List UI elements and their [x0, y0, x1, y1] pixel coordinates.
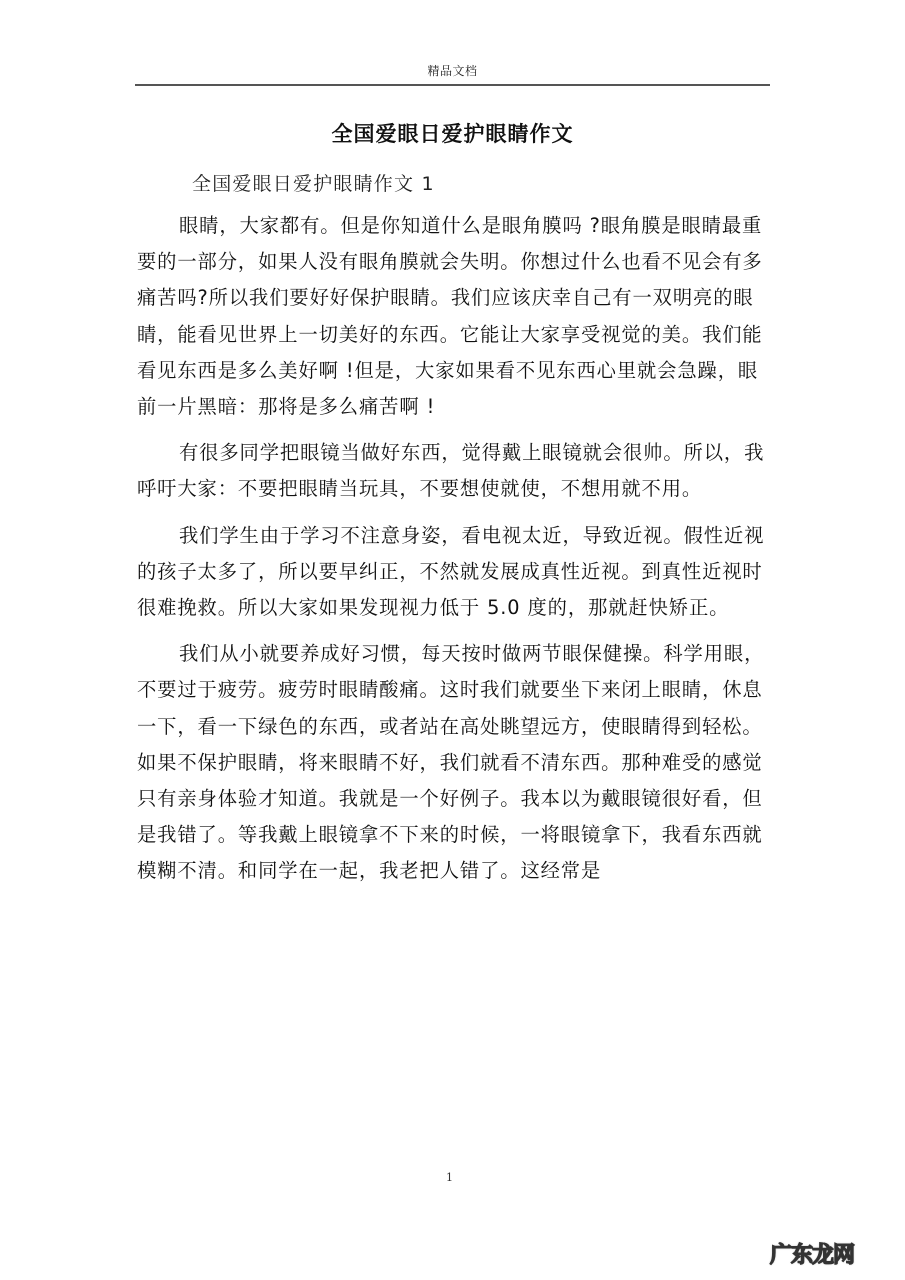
paragraph: 眼睛，大家都有。但是你知道什么是眼角膜吗 ?眼角膜是眼睛最重要的一部分，如果人没有眼角膜就会失明。你想过什么也看不见会有多痛苦吗?所以我们要好好保护眼睛。我们应该庆幸自己有一双明亮的眼睛，能看见世界上一切美好的东西。它能让大家享受视觉的美。我们能看见东西是多么美好啊 !但是，大家如果看不见东西心里就会急躁，眼前一片黑暗：那将是多么痛苦啊 !: [137, 214, 763, 419]
document-body: [137, 208, 777, 900]
page-number: 1: [446, 1171, 453, 1184]
document-title: 全国爱眼日爱护眼睛作文: [331, 121, 574, 146]
site-watermark: 广东龙网: [770, 1243, 855, 1268]
page-header-label: 精品文档: [427, 64, 478, 78]
paragraph: 有很多同学把眼镜当做好东西，觉得戴上眼镜就会很帅。所以，我呼吁大家：不要把眼睛当玩具，不要想使就使，不想用就不用。: [137, 441, 765, 501]
header-divider: [135, 84, 770, 86]
paragraph: 我们从小就要养成好习惯，每天按时做两节眼保健操。科学用眼，不要过于疲劳。疲劳时眼睛酸痛。这时我们就要坐下来闭上眼睛，休息一下，看一下绿色的东西，或者站在高处眺望远方，使眼睛得到轻松。如果不保护眼睛，将来眼睛不好，我们就看不清东西。那种难受的感觉只有亲身体验才知道。我就是一个好例子。我本以为戴眼镜很好看，但是我错了。等我戴上眼镜拿不下来的时候，一将眼镜拿下，我看东西就模糊不清。和同学在一起，我老把人错了。这经常是: [137, 642, 765, 883]
paragraph: 我们学生由于学习不注意身姿，看电视太近，导致近视。假性近视的孩子太多了，所以要早纠正，不然就发展成真性近视。到真性近视时很难挽救。所以大家如果发现视力低于 5.0 度的，那就赶快矫正。: [137, 523, 765, 620]
document-subtitle: 全国爱眼日爱护眼睛作文 1: [192, 173, 435, 195]
